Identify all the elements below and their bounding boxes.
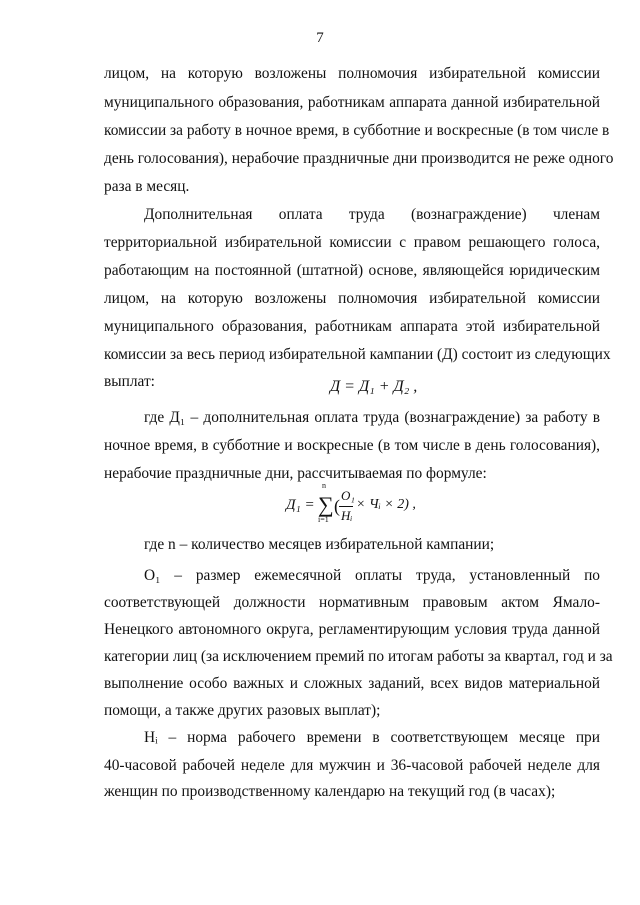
text-line: день голосования), нерабочие праздничные дни производится не реже одного <box>104 150 614 167</box>
sum-upper-limit: n <box>322 481 326 490</box>
text-line: выполнение особо важных и сложных заданий, всех видов материальной <box>104 675 600 692</box>
formula-rest: × Чᵢ × 2) , <box>356 497 416 512</box>
text-line: нерабочие праздничные дни, рассчитываемая по формуле: <box>104 465 487 482</box>
open-paren: ( <box>334 496 340 516</box>
sum-lower-limit: i=1 <box>318 515 329 524</box>
text-line: 40-часовой рабочей неделе для мужчин и 36-часовой рабочей неделе для <box>104 757 600 774</box>
formula-lhs: Д₁ = <box>286 497 315 513</box>
text-line: Ненецкого автономного округа, регламентирующим условия труда данной <box>104 621 600 638</box>
page-number: 7 <box>316 30 324 46</box>
text-line: лицом, на которую возложены полномочия избирательной комиссии <box>104 65 600 82</box>
text-line: раза в месяц. <box>104 178 190 195</box>
text-line: соответствующей должности нормативным правовым актом Ямало- <box>104 594 600 611</box>
text-line: Нᵢ – норма рабочего времени в соответствующем месяце при <box>144 729 600 746</box>
text-line: где Д₁ – дополнительная оплата труда (вознаграждение) за работу в <box>144 409 600 426</box>
formula-main: Д = Д₁ + Д₂ , <box>330 378 418 395</box>
text-line: муниципального образования, работникам аппарата данной избирательной <box>104 94 600 111</box>
text-line: где n – количество месяцев избирательной кампании; <box>144 536 495 553</box>
text-line: работающим на постоянной (штатной) основе, являющейся юридическим <box>104 262 600 279</box>
text-line: комиссии за весь период избирательной кампании (Д) состоит из следующих <box>104 346 611 363</box>
text-line: Дополнительная оплата труда (вознаграждение) членам <box>144 206 600 223</box>
text-line: лицом, на которую возложены полномочия избирательной комиссии <box>104 290 600 307</box>
text-line: О₁ – размер ежемесячной оплаты труда, установленный по <box>144 567 600 584</box>
text-line: ночное время, в субботние и воскресные (в том числе в день голосования), <box>104 437 600 454</box>
text-line: комиссии за работу в ночное время, в субботние и воскресные (в том числе в <box>104 122 610 139</box>
text-line: выплат: <box>104 373 155 390</box>
sum-symbol: ∑ <box>318 492 334 517</box>
fraction-numerator: О₁ <box>341 488 355 503</box>
fraction-denominator: Нᵢ <box>341 508 353 523</box>
text-line: категории лиц (за исключением премий по итогам работы за квартал, год и за <box>104 648 613 665</box>
text-line: территориальной избирательной комиссии с правом решающего голоса, <box>104 234 600 251</box>
text-line: помощи, а также других разовых выплат); <box>104 702 381 719</box>
text-line: муниципального образования, работникам аппарата этой избирательной <box>104 318 600 335</box>
fraction-bar <box>339 506 353 507</box>
text-line: женщин по производственному календарю на текущий год (в часах); <box>104 783 556 800</box>
